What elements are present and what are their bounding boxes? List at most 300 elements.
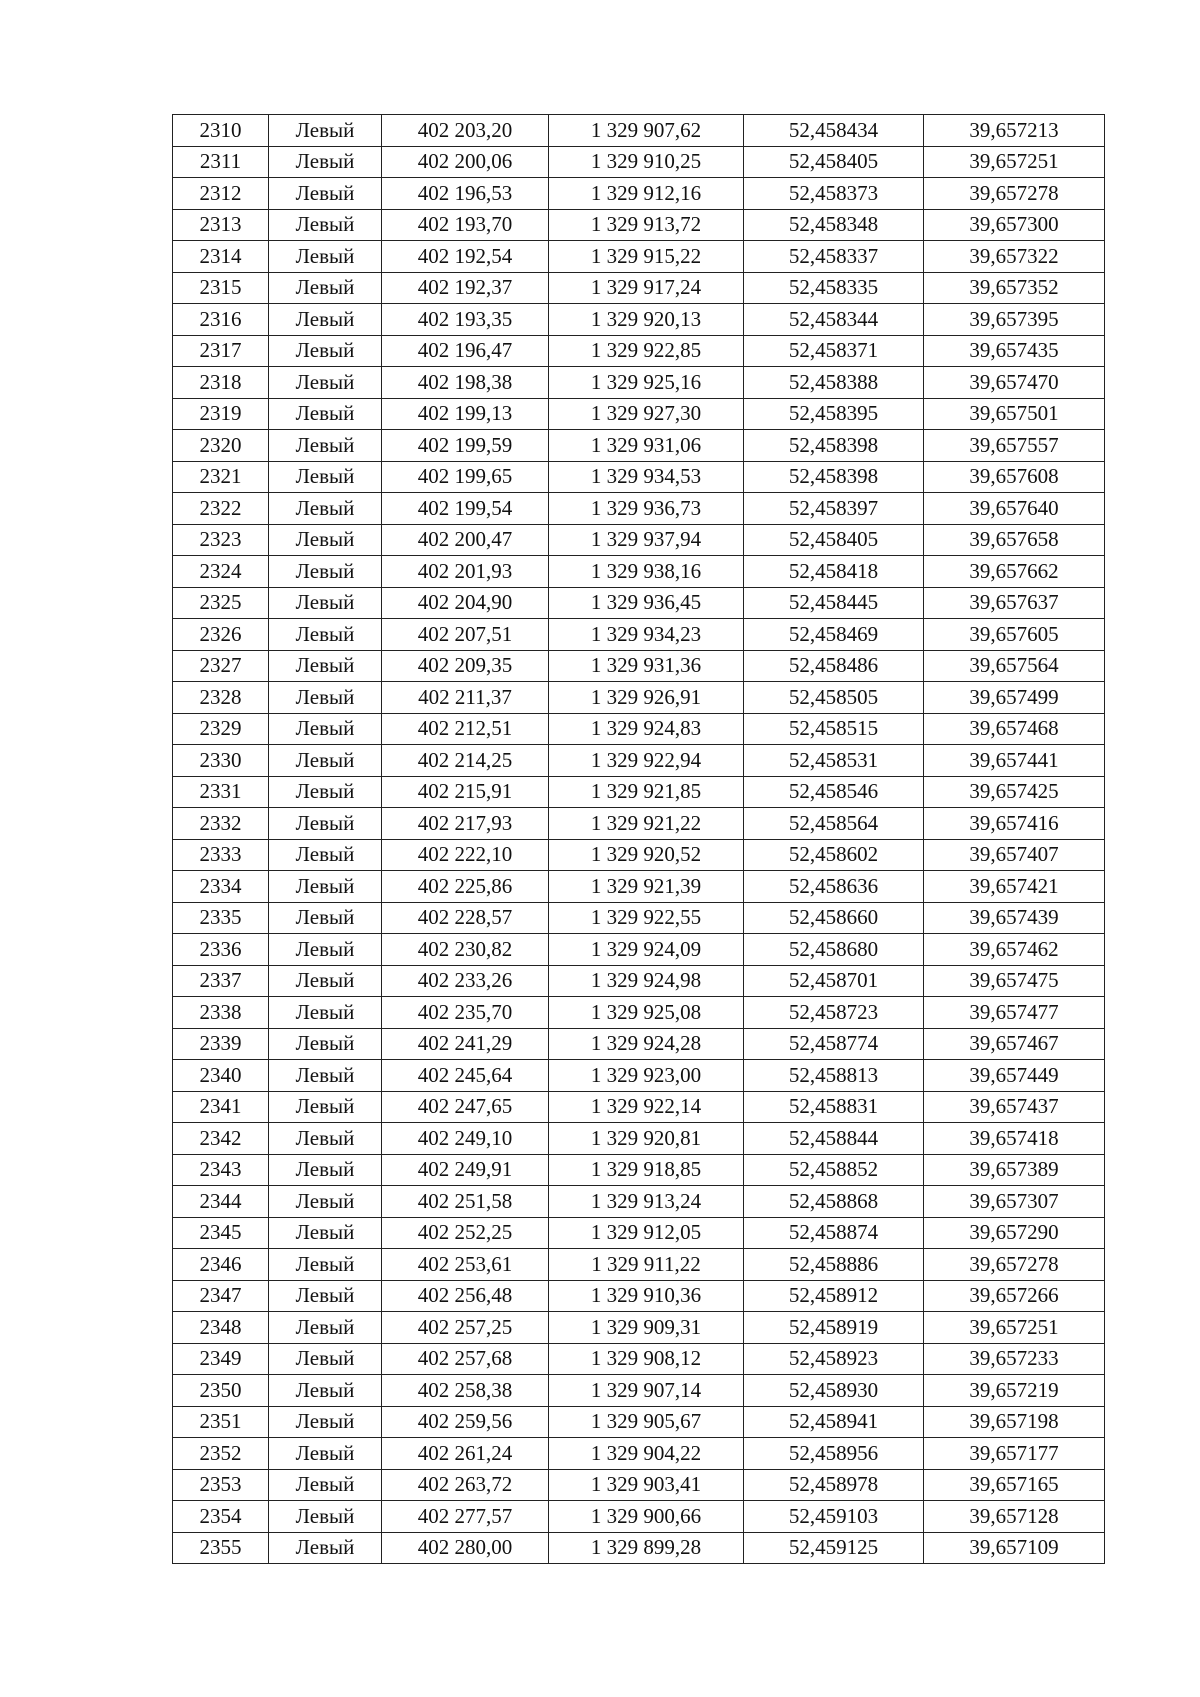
side-cell: Левый xyxy=(269,997,382,1029)
latitude-cell: 52,458469 xyxy=(744,619,924,651)
x-coordinate-cell: 402 245,64 xyxy=(382,1060,549,1092)
y-coordinate-cell: 1 329 913,72 xyxy=(549,209,744,241)
x-coordinate-cell: 402 263,72 xyxy=(382,1469,549,1501)
y-coordinate-cell: 1 329 911,22 xyxy=(549,1249,744,1281)
y-coordinate-cell: 1 329 905,67 xyxy=(549,1406,744,1438)
table-row xyxy=(173,1280,1105,1312)
x-coordinate-cell: 402 257,68 xyxy=(382,1343,549,1375)
side-cell: Левый xyxy=(269,146,382,178)
point-number-cell: 2336 xyxy=(173,934,269,966)
y-coordinate-cell: 1 329 927,30 xyxy=(549,398,744,430)
x-coordinate-cell: 402 258,38 xyxy=(382,1375,549,1407)
longitude-cell: 39,657278 xyxy=(924,1249,1105,1281)
latitude-cell: 52,458371 xyxy=(744,335,924,367)
table-row xyxy=(173,619,1105,651)
longitude-cell: 39,657177 xyxy=(924,1438,1105,1470)
table-row xyxy=(173,1343,1105,1375)
table-row xyxy=(173,713,1105,745)
point-number-cell: 2345 xyxy=(173,1217,269,1249)
y-coordinate-cell: 1 329 922,55 xyxy=(549,902,744,934)
x-coordinate-cell: 402 203,20 xyxy=(382,115,549,147)
y-coordinate-cell: 1 329 912,16 xyxy=(549,178,744,210)
x-coordinate-cell: 402 253,61 xyxy=(382,1249,549,1281)
latitude-cell: 52,458813 xyxy=(744,1060,924,1092)
coordinates-table xyxy=(172,114,1105,1564)
point-number-cell: 2347 xyxy=(173,1280,269,1312)
y-coordinate-cell: 1 329 936,73 xyxy=(549,493,744,525)
point-number-cell: 2335 xyxy=(173,902,269,934)
side-cell: Левый xyxy=(269,493,382,525)
point-number-cell: 2325 xyxy=(173,587,269,619)
latitude-cell: 52,458434 xyxy=(744,115,924,147)
y-coordinate-cell: 1 329 908,12 xyxy=(549,1343,744,1375)
point-number-cell: 2351 xyxy=(173,1406,269,1438)
side-cell: Левый xyxy=(269,871,382,903)
longitude-cell: 39,657352 xyxy=(924,272,1105,304)
longitude-cell: 39,657477 xyxy=(924,997,1105,1029)
table-row xyxy=(173,1406,1105,1438)
y-coordinate-cell: 1 329 912,05 xyxy=(549,1217,744,1249)
y-coordinate-cell: 1 329 909,31 xyxy=(549,1312,744,1344)
y-coordinate-cell: 1 329 917,24 xyxy=(549,272,744,304)
latitude-cell: 52,458348 xyxy=(744,209,924,241)
latitude-cell: 52,458660 xyxy=(744,902,924,934)
longitude-cell: 39,657128 xyxy=(924,1501,1105,1533)
latitude-cell: 52,458868 xyxy=(744,1186,924,1218)
point-number-cell: 2313 xyxy=(173,209,269,241)
point-number-cell: 2323 xyxy=(173,524,269,556)
latitude-cell: 52,458395 xyxy=(744,398,924,430)
side-cell: Левый xyxy=(269,619,382,651)
x-coordinate-cell: 402 193,35 xyxy=(382,304,549,336)
point-number-cell: 2354 xyxy=(173,1501,269,1533)
point-number-cell: 2342 xyxy=(173,1123,269,1155)
side-cell: Левый xyxy=(269,398,382,430)
table-row xyxy=(173,272,1105,304)
y-coordinate-cell: 1 329 915,22 xyxy=(549,241,744,273)
side-cell: Левый xyxy=(269,524,382,556)
side-cell: Левый xyxy=(269,367,382,399)
x-coordinate-cell: 402 193,70 xyxy=(382,209,549,241)
latitude-cell: 52,458844 xyxy=(744,1123,924,1155)
y-coordinate-cell: 1 329 931,36 xyxy=(549,650,744,682)
latitude-cell: 52,458335 xyxy=(744,272,924,304)
side-cell: Левый xyxy=(269,178,382,210)
x-coordinate-cell: 402 249,10 xyxy=(382,1123,549,1155)
point-number-cell: 2315 xyxy=(173,272,269,304)
table-row xyxy=(173,430,1105,462)
table-row xyxy=(173,115,1105,147)
latitude-cell: 52,458486 xyxy=(744,650,924,682)
table-row xyxy=(173,587,1105,619)
side-cell: Левый xyxy=(269,272,382,304)
x-coordinate-cell: 402 199,65 xyxy=(382,461,549,493)
side-cell: Левый xyxy=(269,713,382,745)
longitude-cell: 39,657662 xyxy=(924,556,1105,588)
y-coordinate-cell: 1 329 921,22 xyxy=(549,808,744,840)
x-coordinate-cell: 402 196,53 xyxy=(382,178,549,210)
point-number-cell: 2329 xyxy=(173,713,269,745)
side-cell: Левый xyxy=(269,587,382,619)
latitude-cell: 52,458373 xyxy=(744,178,924,210)
side-cell: Левый xyxy=(269,1060,382,1092)
y-coordinate-cell: 1 329 924,28 xyxy=(549,1028,744,1060)
latitude-cell: 52,459103 xyxy=(744,1501,924,1533)
table-row xyxy=(173,556,1105,588)
y-coordinate-cell: 1 329 934,23 xyxy=(549,619,744,651)
longitude-cell: 39,657198 xyxy=(924,1406,1105,1438)
longitude-cell: 39,657266 xyxy=(924,1280,1105,1312)
latitude-cell: 52,458852 xyxy=(744,1154,924,1186)
latitude-cell: 52,458978 xyxy=(744,1469,924,1501)
side-cell: Левый xyxy=(269,304,382,336)
longitude-cell: 39,657219 xyxy=(924,1375,1105,1407)
longitude-cell: 39,657233 xyxy=(924,1343,1105,1375)
longitude-cell: 39,657435 xyxy=(924,335,1105,367)
longitude-cell: 39,657322 xyxy=(924,241,1105,273)
longitude-cell: 39,657418 xyxy=(924,1123,1105,1155)
table-row xyxy=(173,1060,1105,1092)
y-coordinate-cell: 1 329 920,52 xyxy=(549,839,744,871)
longitude-cell: 39,657637 xyxy=(924,587,1105,619)
x-coordinate-cell: 402 222,10 xyxy=(382,839,549,871)
latitude-cell: 52,458680 xyxy=(744,934,924,966)
x-coordinate-cell: 402 249,91 xyxy=(382,1154,549,1186)
table-row xyxy=(173,1312,1105,1344)
table-row xyxy=(173,934,1105,966)
side-cell: Левый xyxy=(269,1123,382,1155)
x-coordinate-cell: 402 217,93 xyxy=(382,808,549,840)
latitude-cell: 52,458531 xyxy=(744,745,924,777)
table-row xyxy=(173,1217,1105,1249)
x-coordinate-cell: 402 251,58 xyxy=(382,1186,549,1218)
table-row xyxy=(173,461,1105,493)
longitude-cell: 39,657467 xyxy=(924,1028,1105,1060)
table-row xyxy=(173,1469,1105,1501)
x-coordinate-cell: 402 277,57 xyxy=(382,1501,549,1533)
longitude-cell: 39,657658 xyxy=(924,524,1105,556)
point-number-cell: 2355 xyxy=(173,1532,269,1564)
table-row xyxy=(173,1186,1105,1218)
longitude-cell: 39,657251 xyxy=(924,146,1105,178)
latitude-cell: 52,458602 xyxy=(744,839,924,871)
point-number-cell: 2310 xyxy=(173,115,269,147)
latitude-cell: 52,459125 xyxy=(744,1532,924,1564)
y-coordinate-cell: 1 329 910,36 xyxy=(549,1280,744,1312)
longitude-cell: 39,657416 xyxy=(924,808,1105,840)
longitude-cell: 39,657290 xyxy=(924,1217,1105,1249)
point-number-cell: 2328 xyxy=(173,682,269,714)
latitude-cell: 52,458546 xyxy=(744,776,924,808)
side-cell: Левый xyxy=(269,839,382,871)
x-coordinate-cell: 402 259,56 xyxy=(382,1406,549,1438)
side-cell: Левый xyxy=(269,776,382,808)
point-number-cell: 2320 xyxy=(173,430,269,462)
side-cell: Левый xyxy=(269,335,382,367)
latitude-cell: 52,458445 xyxy=(744,587,924,619)
longitude-cell: 39,657389 xyxy=(924,1154,1105,1186)
longitude-cell: 39,657439 xyxy=(924,902,1105,934)
point-number-cell: 2330 xyxy=(173,745,269,777)
table-row xyxy=(173,398,1105,430)
longitude-cell: 39,657109 xyxy=(924,1532,1105,1564)
longitude-cell: 39,657425 xyxy=(924,776,1105,808)
y-coordinate-cell: 1 329 921,39 xyxy=(549,871,744,903)
table-row xyxy=(173,304,1105,336)
latitude-cell: 52,458344 xyxy=(744,304,924,336)
table-row xyxy=(173,367,1105,399)
side-cell: Левый xyxy=(269,1375,382,1407)
x-coordinate-cell: 402 252,25 xyxy=(382,1217,549,1249)
x-coordinate-cell: 402 215,91 xyxy=(382,776,549,808)
side-cell: Левый xyxy=(269,682,382,714)
point-number-cell: 2338 xyxy=(173,997,269,1029)
longitude-cell: 39,657605 xyxy=(924,619,1105,651)
table-row xyxy=(173,241,1105,273)
x-coordinate-cell: 402 256,48 xyxy=(382,1280,549,1312)
table-row xyxy=(173,209,1105,241)
point-number-cell: 2334 xyxy=(173,871,269,903)
longitude-cell: 39,657213 xyxy=(924,115,1105,147)
side-cell: Левый xyxy=(269,1343,382,1375)
latitude-cell: 52,458636 xyxy=(744,871,924,903)
side-cell: Левый xyxy=(269,965,382,997)
table-row xyxy=(173,1123,1105,1155)
x-coordinate-cell: 402 199,59 xyxy=(382,430,549,462)
longitude-cell: 39,657557 xyxy=(924,430,1105,462)
y-coordinate-cell: 1 329 931,06 xyxy=(549,430,744,462)
side-cell: Левый xyxy=(269,1312,382,1344)
x-coordinate-cell: 402 199,13 xyxy=(382,398,549,430)
longitude-cell: 39,657564 xyxy=(924,650,1105,682)
y-coordinate-cell: 1 329 922,94 xyxy=(549,745,744,777)
point-number-cell: 2353 xyxy=(173,1469,269,1501)
side-cell: Левый xyxy=(269,1469,382,1501)
y-coordinate-cell: 1 329 918,85 xyxy=(549,1154,744,1186)
y-coordinate-cell: 1 329 907,14 xyxy=(549,1375,744,1407)
x-coordinate-cell: 402 209,35 xyxy=(382,650,549,682)
latitude-cell: 52,458831 xyxy=(744,1091,924,1123)
x-coordinate-cell: 402 201,93 xyxy=(382,556,549,588)
longitude-cell: 39,657165 xyxy=(924,1469,1105,1501)
longitude-cell: 39,657475 xyxy=(924,965,1105,997)
longitude-cell: 39,657421 xyxy=(924,871,1105,903)
side-cell: Левый xyxy=(269,808,382,840)
side-cell: Левый xyxy=(269,1154,382,1186)
point-number-cell: 2311 xyxy=(173,146,269,178)
x-coordinate-cell: 402 198,38 xyxy=(382,367,549,399)
longitude-cell: 39,657468 xyxy=(924,713,1105,745)
y-coordinate-cell: 1 329 934,53 xyxy=(549,461,744,493)
longitude-cell: 39,657462 xyxy=(924,934,1105,966)
longitude-cell: 39,657501 xyxy=(924,398,1105,430)
longitude-cell: 39,657441 xyxy=(924,745,1105,777)
side-cell: Левый xyxy=(269,650,382,682)
x-coordinate-cell: 402 233,26 xyxy=(382,965,549,997)
latitude-cell: 52,458919 xyxy=(744,1312,924,1344)
point-number-cell: 2346 xyxy=(173,1249,269,1281)
table-row xyxy=(173,1091,1105,1123)
coordinates-table-body xyxy=(173,115,1105,1564)
table-row xyxy=(173,1249,1105,1281)
latitude-cell: 52,458956 xyxy=(744,1438,924,1470)
latitude-cell: 52,458701 xyxy=(744,965,924,997)
x-coordinate-cell: 402 230,82 xyxy=(382,934,549,966)
point-number-cell: 2339 xyxy=(173,1028,269,1060)
table-row xyxy=(173,871,1105,903)
longitude-cell: 39,657407 xyxy=(924,839,1105,871)
table-row xyxy=(173,808,1105,840)
longitude-cell: 39,657437 xyxy=(924,1091,1105,1123)
latitude-cell: 52,458405 xyxy=(744,524,924,556)
side-cell: Левый xyxy=(269,556,382,588)
point-number-cell: 2348 xyxy=(173,1312,269,1344)
longitude-cell: 39,657608 xyxy=(924,461,1105,493)
longitude-cell: 39,657251 xyxy=(924,1312,1105,1344)
latitude-cell: 52,458388 xyxy=(744,367,924,399)
point-number-cell: 2333 xyxy=(173,839,269,871)
y-coordinate-cell: 1 329 926,91 xyxy=(549,682,744,714)
x-coordinate-cell: 402 261,24 xyxy=(382,1438,549,1470)
y-coordinate-cell: 1 329 937,94 xyxy=(549,524,744,556)
latitude-cell: 52,458723 xyxy=(744,997,924,1029)
x-coordinate-cell: 402 199,54 xyxy=(382,493,549,525)
point-number-cell: 2316 xyxy=(173,304,269,336)
y-coordinate-cell: 1 329 938,16 xyxy=(549,556,744,588)
table-row xyxy=(173,1028,1105,1060)
table-row xyxy=(173,902,1105,934)
longitude-cell: 39,657470 xyxy=(924,367,1105,399)
y-coordinate-cell: 1 329 922,85 xyxy=(549,335,744,367)
longitude-cell: 39,657395 xyxy=(924,304,1105,336)
latitude-cell: 52,458941 xyxy=(744,1406,924,1438)
table-row xyxy=(173,650,1105,682)
y-coordinate-cell: 1 329 920,81 xyxy=(549,1123,744,1155)
point-number-cell: 2352 xyxy=(173,1438,269,1470)
y-coordinate-cell: 1 329 921,85 xyxy=(549,776,744,808)
table-row xyxy=(173,965,1105,997)
point-number-cell: 2343 xyxy=(173,1154,269,1186)
latitude-cell: 52,458405 xyxy=(744,146,924,178)
latitude-cell: 52,458418 xyxy=(744,556,924,588)
side-cell: Левый xyxy=(269,1406,382,1438)
table-row xyxy=(173,146,1105,178)
point-number-cell: 2324 xyxy=(173,556,269,588)
latitude-cell: 52,458337 xyxy=(744,241,924,273)
y-coordinate-cell: 1 329 924,83 xyxy=(549,713,744,745)
side-cell: Левый xyxy=(269,1280,382,1312)
table-row xyxy=(173,1375,1105,1407)
x-coordinate-cell: 402 214,25 xyxy=(382,745,549,777)
y-coordinate-cell: 1 329 913,24 xyxy=(549,1186,744,1218)
point-number-cell: 2321 xyxy=(173,461,269,493)
point-number-cell: 2326 xyxy=(173,619,269,651)
point-number-cell: 2332 xyxy=(173,808,269,840)
latitude-cell: 52,458398 xyxy=(744,430,924,462)
point-number-cell: 2314 xyxy=(173,241,269,273)
y-coordinate-cell: 1 329 925,08 xyxy=(549,997,744,1029)
table-row xyxy=(173,776,1105,808)
point-number-cell: 2319 xyxy=(173,398,269,430)
y-coordinate-cell: 1 329 923,00 xyxy=(549,1060,744,1092)
point-number-cell: 2327 xyxy=(173,650,269,682)
side-cell: Левый xyxy=(269,1091,382,1123)
table-row xyxy=(173,493,1105,525)
side-cell: Левый xyxy=(269,1501,382,1533)
side-cell: Левый xyxy=(269,1249,382,1281)
y-coordinate-cell: 1 329 922,14 xyxy=(549,1091,744,1123)
side-cell: Левый xyxy=(269,209,382,241)
y-coordinate-cell: 1 329 899,28 xyxy=(549,1532,744,1564)
point-number-cell: 2322 xyxy=(173,493,269,525)
longitude-cell: 39,657449 xyxy=(924,1060,1105,1092)
y-coordinate-cell: 1 329 924,09 xyxy=(549,934,744,966)
side-cell: Левый xyxy=(269,1186,382,1218)
x-coordinate-cell: 402 247,65 xyxy=(382,1091,549,1123)
latitude-cell: 52,458930 xyxy=(744,1375,924,1407)
point-number-cell: 2317 xyxy=(173,335,269,367)
table-row xyxy=(173,1438,1105,1470)
x-coordinate-cell: 402 211,37 xyxy=(382,682,549,714)
point-number-cell: 2312 xyxy=(173,178,269,210)
x-coordinate-cell: 402 235,70 xyxy=(382,997,549,1029)
longitude-cell: 39,657307 xyxy=(924,1186,1105,1218)
y-coordinate-cell: 1 329 907,62 xyxy=(549,115,744,147)
table-row xyxy=(173,997,1105,1029)
x-coordinate-cell: 402 200,06 xyxy=(382,146,549,178)
latitude-cell: 52,458397 xyxy=(744,493,924,525)
latitude-cell: 52,458874 xyxy=(744,1217,924,1249)
x-coordinate-cell: 402 196,47 xyxy=(382,335,549,367)
x-coordinate-cell: 402 225,86 xyxy=(382,871,549,903)
point-number-cell: 2331 xyxy=(173,776,269,808)
point-number-cell: 2344 xyxy=(173,1186,269,1218)
side-cell: Левый xyxy=(269,461,382,493)
latitude-cell: 52,458515 xyxy=(744,713,924,745)
side-cell: Левый xyxy=(269,430,382,462)
side-cell: Левый xyxy=(269,1532,382,1564)
table-row xyxy=(173,178,1105,210)
x-coordinate-cell: 402 200,47 xyxy=(382,524,549,556)
side-cell: Левый xyxy=(269,902,382,934)
latitude-cell: 52,458398 xyxy=(744,461,924,493)
x-coordinate-cell: 402 192,54 xyxy=(382,241,549,273)
side-cell: Левый xyxy=(269,1438,382,1470)
x-coordinate-cell: 402 207,51 xyxy=(382,619,549,651)
table-row xyxy=(173,1154,1105,1186)
table-row xyxy=(173,335,1105,367)
side-cell: Левый xyxy=(269,1217,382,1249)
latitude-cell: 52,458886 xyxy=(744,1249,924,1281)
y-coordinate-cell: 1 329 936,45 xyxy=(549,587,744,619)
table-row xyxy=(173,1501,1105,1533)
table-row xyxy=(173,524,1105,556)
x-coordinate-cell: 402 212,51 xyxy=(382,713,549,745)
latitude-cell: 52,458505 xyxy=(744,682,924,714)
x-coordinate-cell: 402 280,00 xyxy=(382,1532,549,1564)
latitude-cell: 52,458564 xyxy=(744,808,924,840)
longitude-cell: 39,657300 xyxy=(924,209,1105,241)
x-coordinate-cell: 402 204,90 xyxy=(382,587,549,619)
point-number-cell: 2340 xyxy=(173,1060,269,1092)
longitude-cell: 39,657499 xyxy=(924,682,1105,714)
table-row xyxy=(173,682,1105,714)
side-cell: Левый xyxy=(269,241,382,273)
y-coordinate-cell: 1 329 920,13 xyxy=(549,304,744,336)
y-coordinate-cell: 1 329 925,16 xyxy=(549,367,744,399)
table-row xyxy=(173,745,1105,777)
point-number-cell: 2337 xyxy=(173,965,269,997)
